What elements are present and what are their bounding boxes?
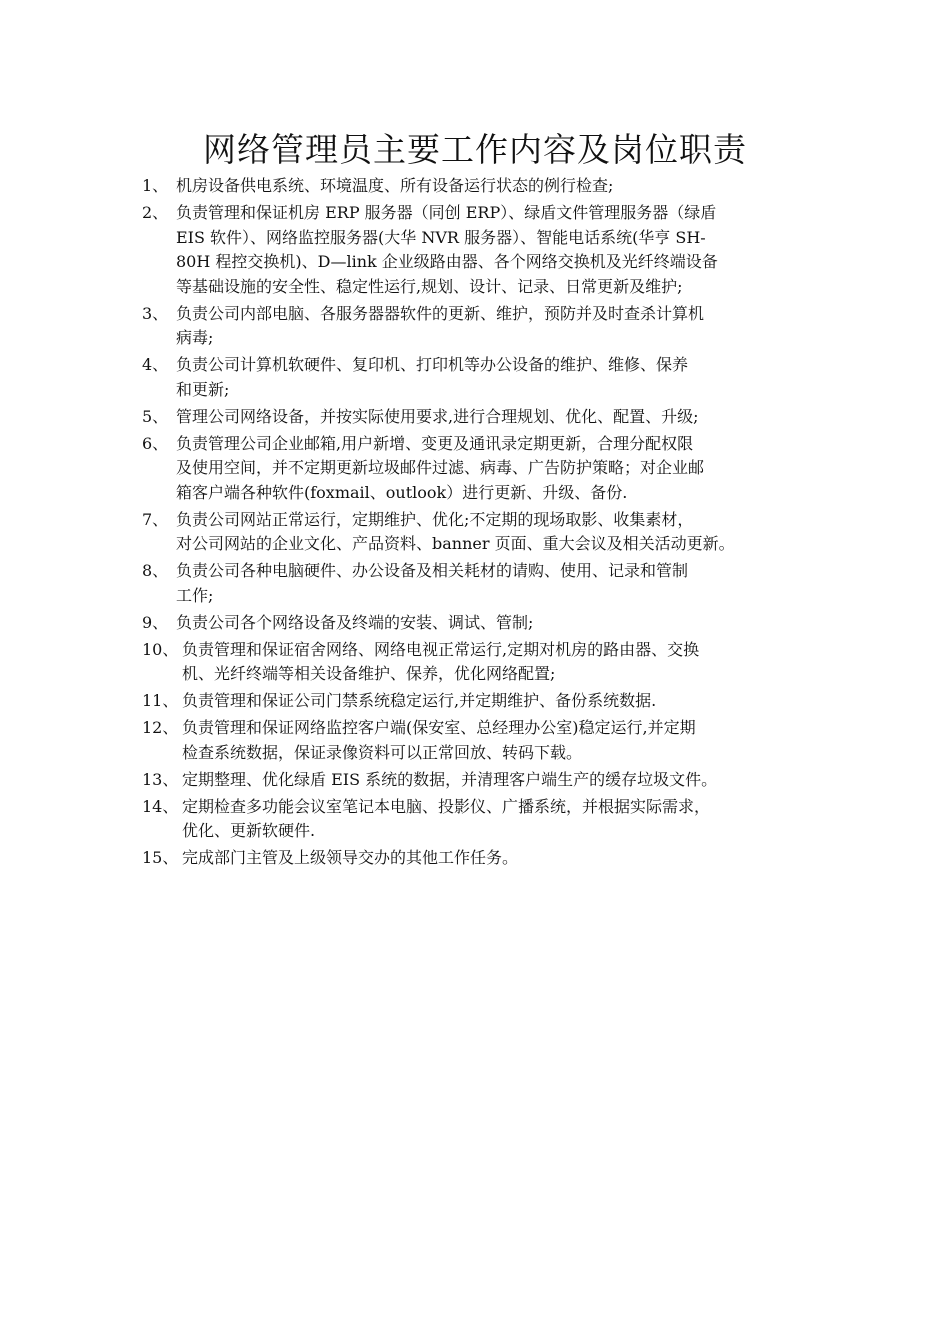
list-item-line: 等基础设施的安全性、稳定性运行,规划、设计、记录、日常更新及维护; — [176, 276, 683, 296]
list-item-number: 5、 — [142, 406, 169, 426]
list-item — [142, 795, 832, 844]
list-item-line: 负责公司各种电脑硬件、办公设备及相关耗材的请购、使用、记录和管制 — [176, 561, 689, 580]
list-item — [142, 638, 832, 687]
list-item-number: 15、 — [142, 848, 179, 867]
list-item-number: 13、 — [142, 769, 179, 789]
list-item-line: 病毒; — [176, 328, 214, 347]
list-item-text — [176, 508, 832, 557]
list-item-text — [182, 768, 832, 793]
list-item-line: 负责管理和保证机房 ERP 服务器（同创 ERP）、绿盾文件管理服务器（绿盾 — [176, 203, 717, 222]
list-item-line: 管理公司网络设备，并按实际使用要求,进行合理规划、优化、配置、升级; — [176, 406, 699, 426]
list-item-line: 负责管理公司企业邮箱,用户新增、变更及通讯录定期更新，合理分配权限 — [176, 433, 694, 453]
list-item-line: 检查系统数据，保证录像资料可以正常回放、转码下载。 — [182, 742, 583, 762]
list-item-line: 负责公司内部电脑、各服务器器软件的更新、维护，预防并及时查杀计算机 — [176, 303, 705, 323]
list-item-line: 负责公司网站正常运行，定期维护、优化;不定期的现场取影、收集素材， — [176, 509, 694, 529]
list-item-text — [176, 611, 832, 636]
list-item-line: 和更新; — [176, 379, 230, 399]
list-item-line: 完成部门主管及上级领导交办的其他工作任务。 — [182, 848, 519, 867]
list-item-line: 机房设备供电系统、环境温度、所有设备运行状态的例行检查; — [176, 176, 614, 195]
list-item — [142, 559, 832, 608]
list-item-line: EIS 软件）、网络监控服务器(大华 NVR 服务器）、智能电话系统(华亨 SH- — [176, 227, 706, 247]
list-item-line: 箱客户端各种软件(foxmail、outlook）进行更新、升级、备份. — [176, 482, 628, 502]
list-item — [142, 611, 832, 636]
list-item — [142, 432, 832, 506]
list-item-number: 9、 — [142, 612, 169, 632]
list-item — [142, 508, 832, 557]
list-item-line: 定期检查多功能会议室笔记本电脑、投影仪、广播系统，并根据实际需求， — [182, 796, 711, 816]
list-item-number: 8、 — [142, 561, 169, 580]
list-item-line: 负责管理和保证宿舍网络、网络电视正常运行,定期对机房的路由器、交换 — [182, 639, 700, 659]
list-item-line: 对公司网站的企业文化、产品资料、banner 页面、重大会议及相关活动更新。 — [176, 534, 735, 553]
list-item-line: 工作; — [176, 585, 214, 605]
list-item — [142, 689, 832, 714]
list-item-line: 定期整理、优化绿盾 EIS 系统的数据，并清理客户端生产的缓存垃圾文件。 — [182, 769, 718, 789]
list-item-line: 负责公司各个网络设备及终端的安装、调试、管制; — [176, 612, 534, 632]
list-item — [142, 846, 832, 871]
list-item — [142, 405, 832, 430]
list-item-line: 及使用空间，并不定期更新垃圾邮件过滤、病毒、广告防护策略；对企业邮 — [176, 458, 705, 477]
list-item-line: 负责管理和保证公司门禁系统稳定运行,并定期维护、备份系统数据. — [182, 691, 657, 710]
list-item-number: 4、 — [142, 355, 169, 374]
list-item — [142, 201, 832, 299]
list-item-number: 2、 — [142, 203, 169, 222]
list-item — [142, 174, 832, 199]
list-item-text — [176, 302, 832, 351]
list-item-line: 负责公司计算机软硬件、复印机、打印机等办公设备的维护、维修、保养 — [176, 355, 689, 374]
list-item-text — [176, 405, 832, 430]
list-item-text — [176, 353, 832, 402]
list-item-line: 优化、更新软硬件. — [182, 821, 316, 840]
list-item-number: 14、 — [142, 796, 179, 816]
list-item-line: 机、光纤终端等相关设备维护、保养，优化网络配置; — [182, 664, 556, 683]
list-item-text — [176, 201, 832, 299]
list-item-text — [176, 174, 832, 199]
list-item — [142, 716, 832, 765]
document-title: 网络管理员主要工作内容及岗位职责 — [203, 130, 747, 169]
list-item-text — [176, 559, 832, 608]
list-item-text — [182, 716, 832, 765]
list-item-number: 7、 — [142, 509, 169, 529]
list-item-line: 负责管理和保证网络监控客户端(保安室、总经理办公室)稳定运行,并定期 — [182, 718, 696, 737]
list-item-line: 80H 程控交换机)、D—link 企业级路由器、各个网络交换机及光纤终端设备 — [176, 252, 718, 271]
list-item-number: 3、 — [142, 303, 169, 323]
list-item-text — [182, 638, 832, 687]
list-item-number: 12、 — [142, 718, 179, 737]
list-item — [142, 768, 832, 793]
list-item — [142, 353, 832, 402]
list-item-text — [182, 846, 832, 871]
list-item-text — [182, 795, 832, 844]
list-item-number: 6、 — [142, 433, 169, 453]
list-item-number: 1、 — [142, 176, 169, 195]
list-item-text — [182, 689, 832, 714]
list-item — [142, 302, 832, 351]
list-item-number: 10、 — [142, 639, 179, 659]
list-item-number: 11、 — [142, 691, 179, 710]
list-item-text — [176, 432, 832, 506]
duty-list — [142, 174, 832, 873]
